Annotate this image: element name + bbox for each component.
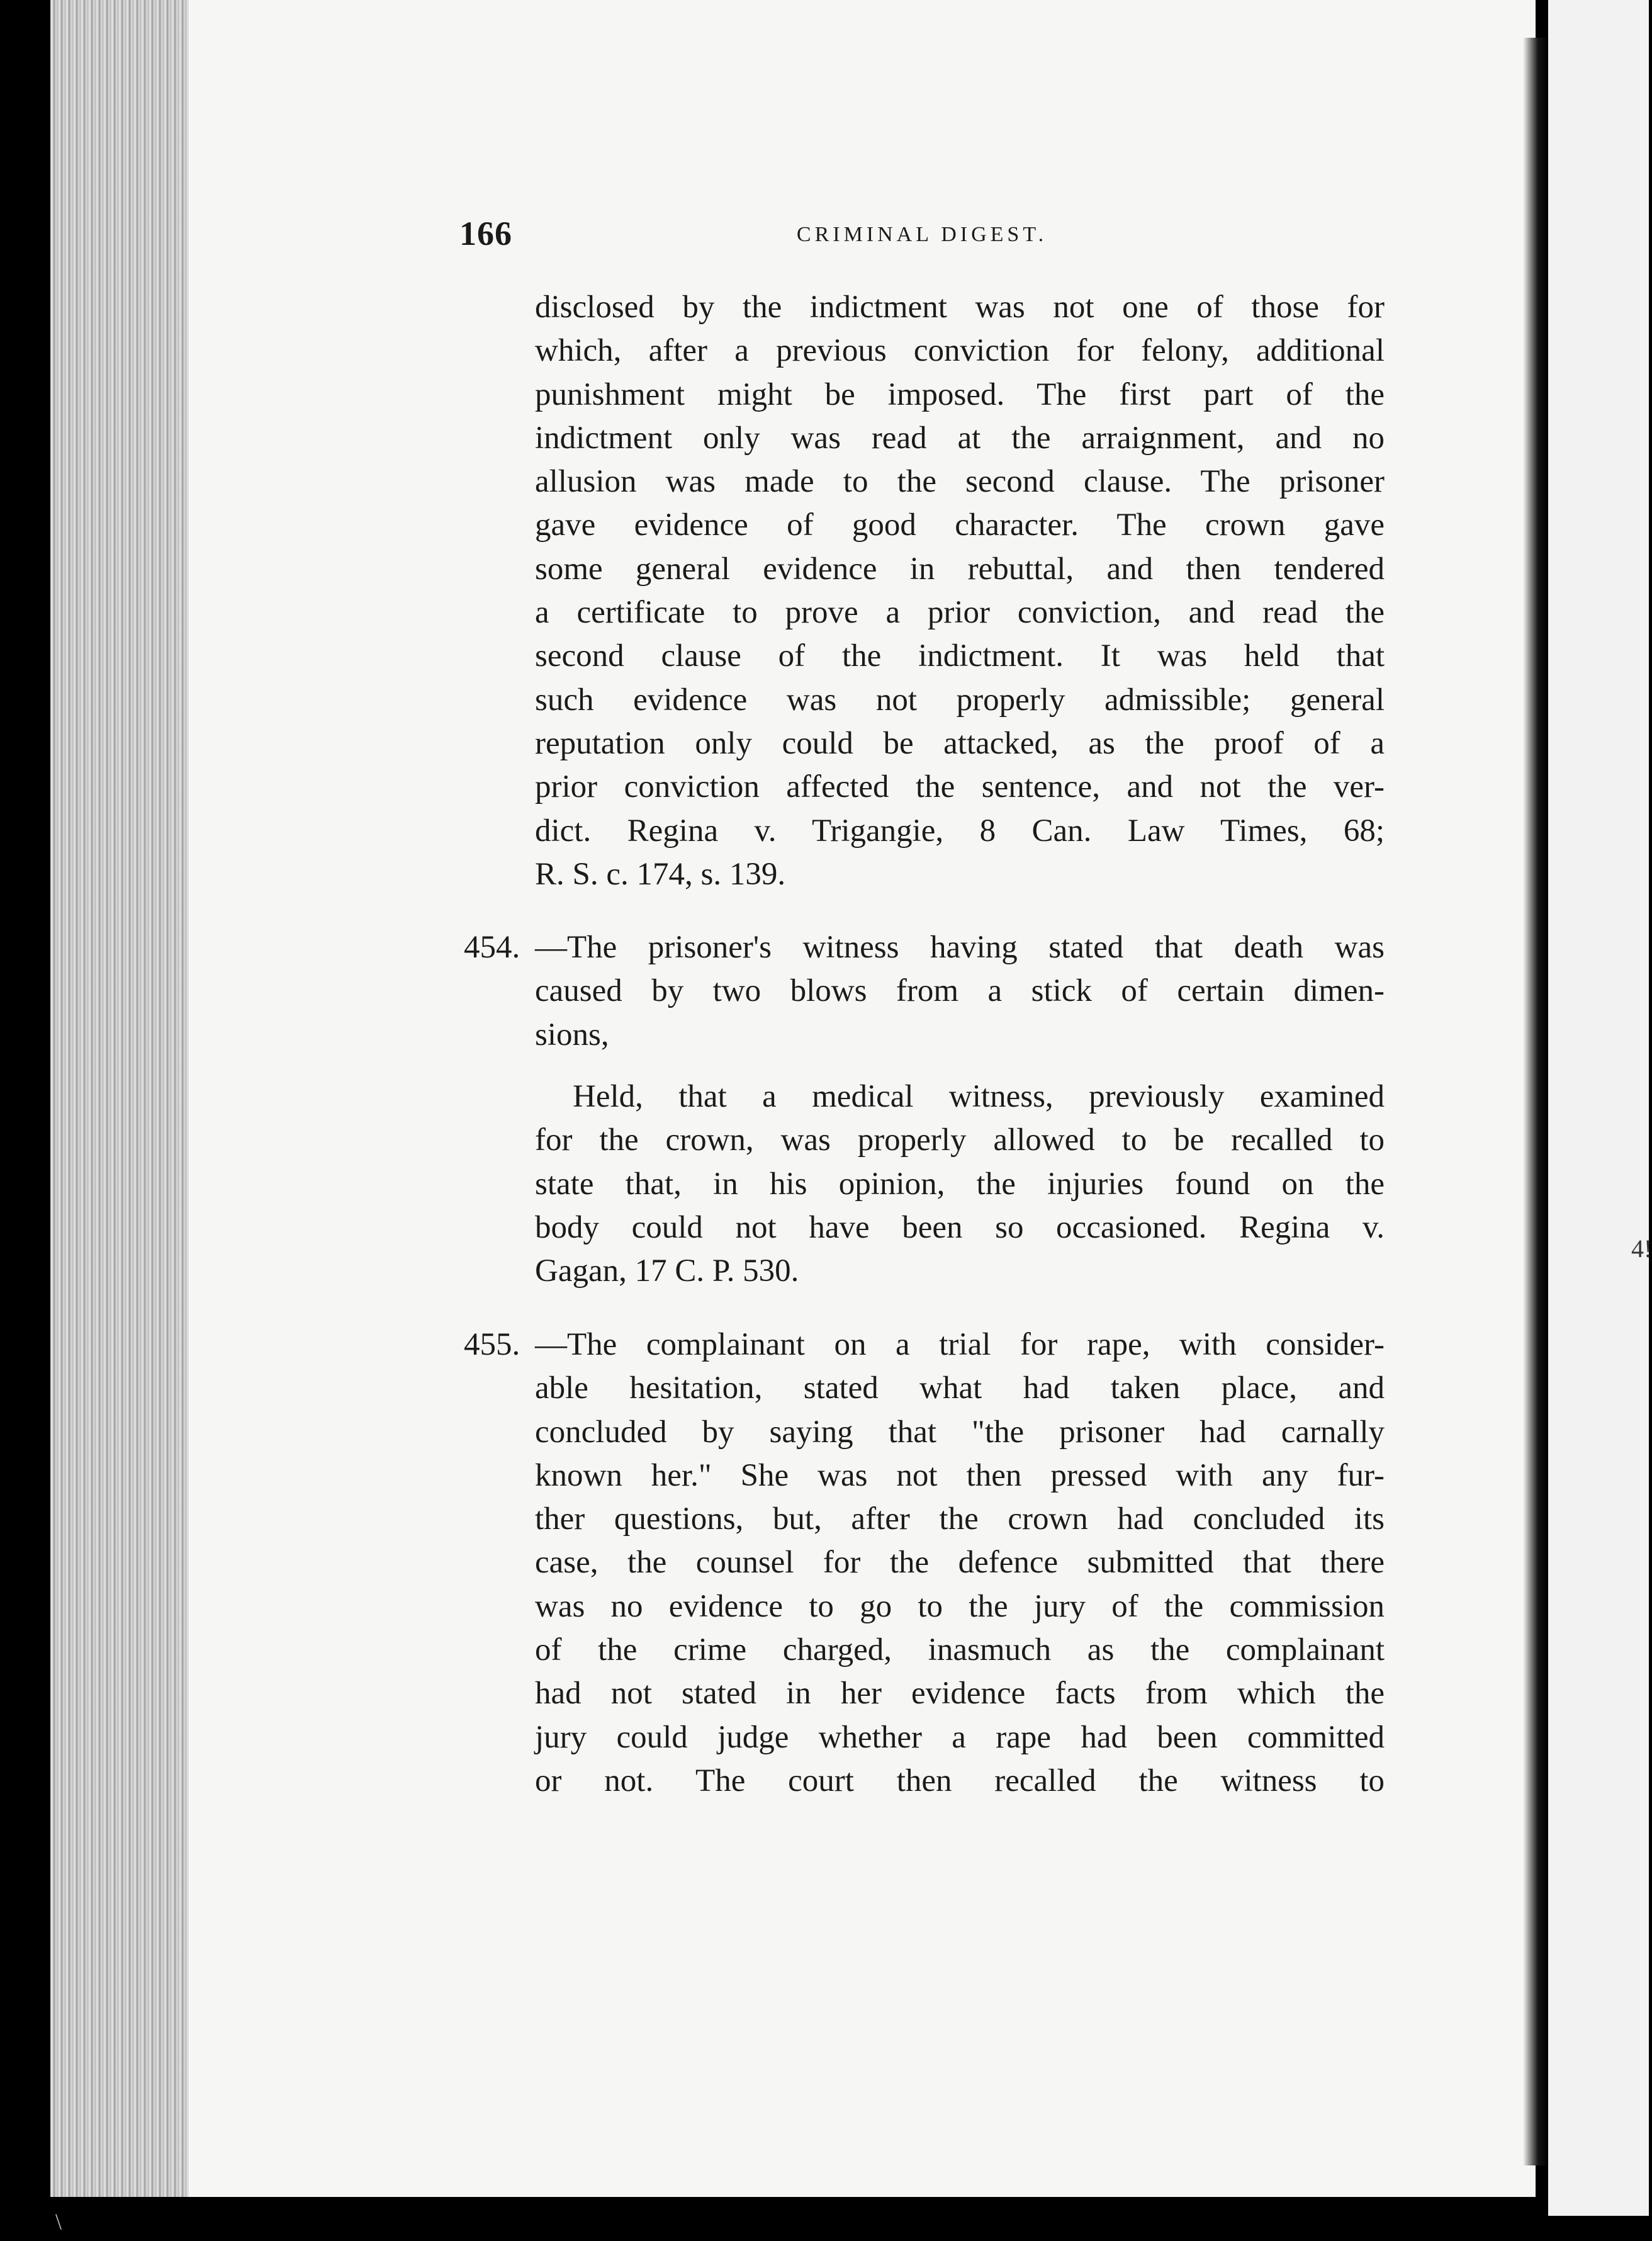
bottom-border	[189, 2197, 1548, 2241]
text-line: able hesitation, stated what had taken place, and	[535, 1370, 1385, 1406]
text-line: or not. The court then recalled the witness to	[535, 1763, 1385, 1798]
page-header	[459, 214, 1385, 258]
text-line: for the crown, was properly allowed to be recalled to	[535, 1122, 1385, 1158]
page-number: 166	[459, 215, 512, 252]
text-line: dict. Regina v. Trigangie, 8 Can. Law Times, 68;	[535, 813, 1385, 849]
facing-page-fragment: 4!	[1631, 1234, 1652, 1263]
text-line: a certificate to prove a prior conviction, and read the	[535, 595, 1385, 631]
entry-455	[464, 1323, 1385, 1803]
continued-paragraph	[535, 286, 1385, 896]
text-line: indictment only was read at the arraignment, and no	[535, 420, 1385, 456]
text-line: was no evidence to go to the jury of the commission	[535, 1588, 1385, 1624]
text-line: ther questions, but, after the crown had concluded its	[535, 1501, 1385, 1537]
text-line: reputation only could be attacked, as the proof of a	[535, 725, 1385, 761]
text-line: gave evidence of good character. The crown gave	[535, 507, 1385, 543]
corner-mark: \	[55, 2209, 62, 2234]
text-line: concluded by saying that "the prisoner had carnally	[535, 1414, 1385, 1450]
text-line: sions,	[535, 1017, 609, 1053]
text-line: allusion was made to the second clause. The prisoner	[535, 464, 1385, 500]
entry-454	[464, 926, 1385, 1057]
text-line: Gagan, 17 C. P. 530.	[535, 1253, 799, 1289]
text-line: prior conviction affected the sentence, and not the ver-	[535, 769, 1385, 805]
text-line: caused by two blows from a stick of certain dimen-	[535, 973, 1385, 1009]
text-line: such evidence was not properly admissible; general	[535, 682, 1385, 718]
text-line: state that, in his opinion, the injuries found on the	[535, 1166, 1385, 1202]
text-line: —The complainant on a trial for rape, with consider-	[535, 1327, 1385, 1362]
entry-454-holding	[535, 1075, 1385, 1293]
entry-number: 455.	[464, 1327, 520, 1362]
text-line: case, the counsel for the defence submitted that there	[535, 1545, 1385, 1581]
text-line: —The prisoner's witness having stated that death was	[535, 930, 1385, 965]
text-line: Held, that a medical witness, previously examined	[573, 1079, 1385, 1114]
text-line: second clause of the indictment. It was held that	[535, 638, 1385, 674]
text-line: body could not have been so occasioned. Regina v.	[535, 1209, 1385, 1245]
running-head: CRIMINAL DIGEST.	[796, 223, 1048, 246]
text-line: disclosed by the indictment was not one of those for	[535, 290, 1385, 325]
text-line: R. S. c. 174, s. 139.	[535, 856, 786, 892]
text-line: jury could judge whether a rape had been committed	[535, 1719, 1385, 1755]
text-line: which, after a previous conviction for felony, additional	[535, 333, 1385, 369]
text-line: some general evidence in rebuttal, and then tendered	[535, 551, 1385, 587]
text-line: had not stated in her evidence facts from which the	[535, 1676, 1385, 1712]
text-line: of the crime charged, inasmuch as the complainant	[535, 1632, 1385, 1668]
gutter-shadow	[1523, 38, 1548, 2165]
entry-number: 454.	[464, 930, 520, 965]
facing-page-edge	[1548, 0, 1649, 2216]
text-line: punishment might be imposed. The first part of the	[535, 376, 1385, 412]
text-line: known her." She was not then pressed with any fur-	[535, 1457, 1385, 1493]
page-edge	[50, 0, 189, 2197]
